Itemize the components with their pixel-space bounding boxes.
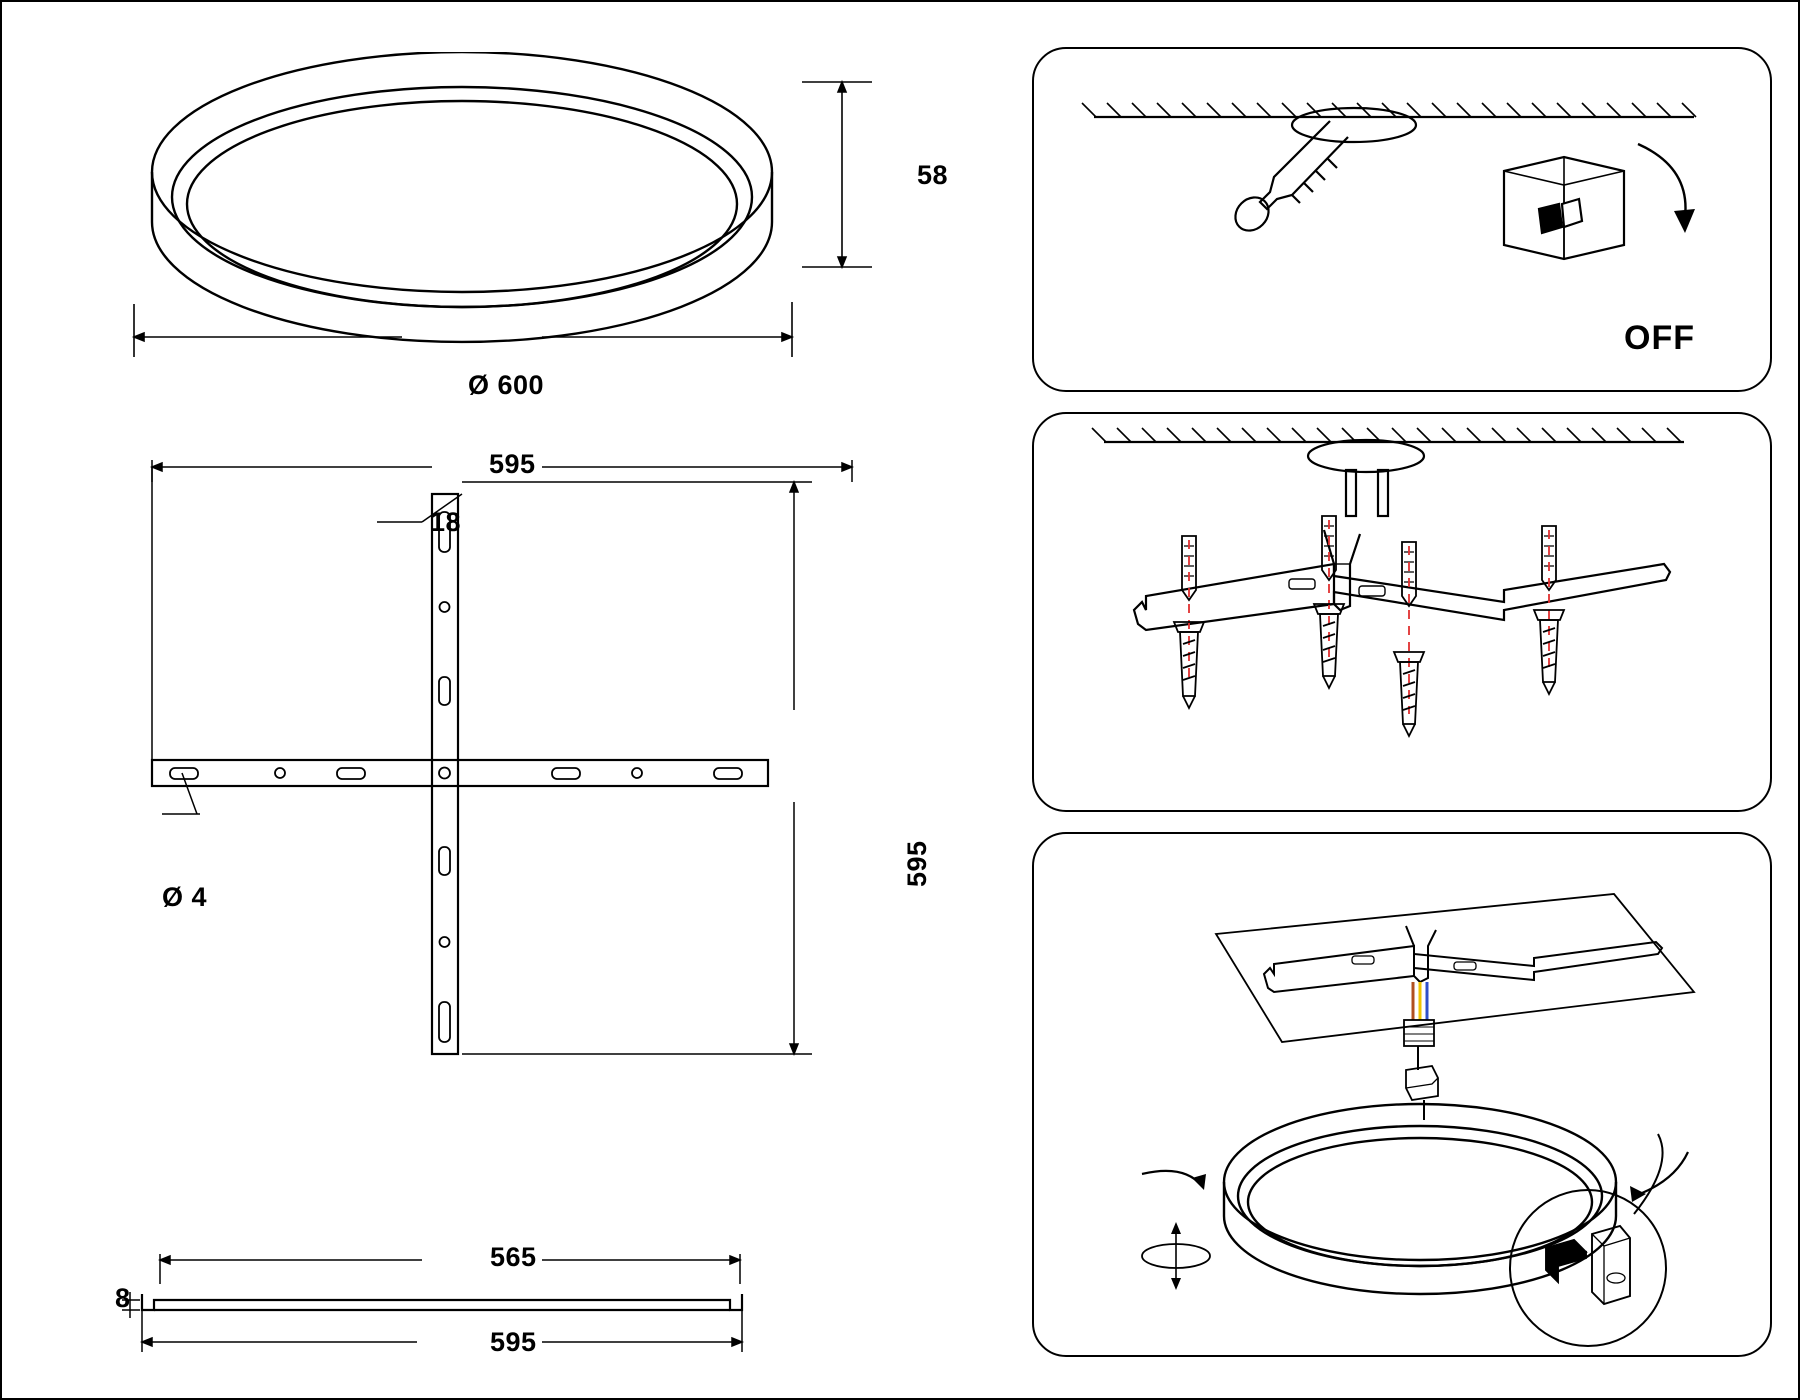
bar-width-label: 18 — [430, 507, 462, 537]
luminaire-side-view — [112, 52, 872, 372]
height-dimension-label: 58 — [917, 160, 949, 190]
bracket-width-label: 595 — [489, 449, 536, 479]
profile-outer-label: 595 — [490, 1327, 537, 1357]
step-panel-2 — [1032, 412, 1772, 812]
bracket-plan-view — [122, 442, 922, 1202]
power-off-label: OFF — [1624, 319, 1695, 357]
bracket-height-label: 595 — [902, 840, 932, 887]
hole-diameter-label: Ø 4 — [162, 882, 208, 912]
profile-inner-label: 565 — [490, 1242, 537, 1272]
profile-thickness-label: 8 — [115, 1283, 131, 1313]
step-panel-1 — [1032, 47, 1772, 392]
diameter-dimension-label: Ø 600 — [468, 370, 545, 400]
step-panel-3 — [1032, 832, 1772, 1357]
